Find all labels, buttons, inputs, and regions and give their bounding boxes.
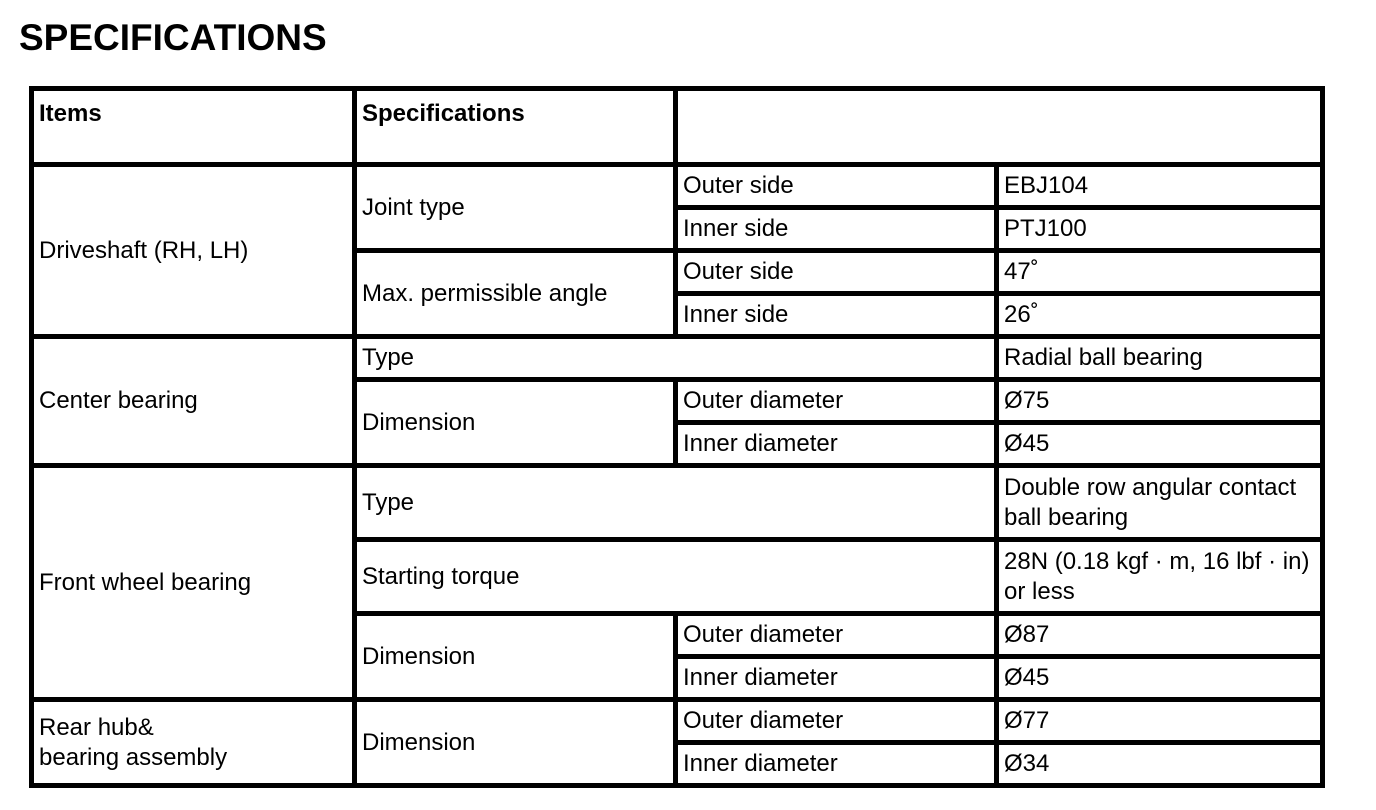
table-row: [32, 337, 1323, 380]
spec-dimension: Dimension: [355, 614, 676, 700]
spec-max-angle: Max. permissible angle: [355, 251, 676, 337]
value-joint-inner: PTJ100: [997, 208, 1323, 251]
table-row: [32, 165, 1323, 208]
value-center-inner: Ø45: [997, 423, 1323, 466]
spec-dimension: Dimension: [355, 700, 676, 786]
item-rear-hub-line2: bearing assembly: [39, 743, 228, 771]
spec-joint-type: Joint type: [355, 165, 676, 251]
header-blank: [676, 89, 1323, 165]
sub-outer-side: Outer side: [676, 251, 997, 294]
header-row: [32, 89, 1323, 165]
header-specifications: Specifications: [355, 89, 676, 165]
table-row: [32, 466, 1323, 540]
value-joint-outer: EBJ104: [997, 165, 1323, 208]
value-starting-torque: 28N (0.18 kgf · m, 16 lbf · in) or less: [997, 540, 1323, 614]
value-center-outer: Ø75: [997, 380, 1323, 423]
sub-outer-diameter: Outer diameter: [676, 614, 997, 657]
sub-inner-diameter: Inner diameter: [676, 657, 997, 700]
value-front-inner: Ø45: [997, 657, 1323, 700]
spec-dimension: Dimension: [355, 380, 676, 466]
value-front-type: Double row angular contact ball bearing: [997, 466, 1323, 540]
value-center-type: Radial ball bearing: [997, 337, 1323, 380]
item-rear-hub-line1: Rear hub&: [39, 713, 154, 741]
specifications-table: [29, 86, 1325, 788]
value-rear-outer: Ø77: [997, 700, 1323, 743]
sub-inner-diameter: Inner diameter: [676, 743, 997, 786]
sub-outer-diameter: Outer diameter: [676, 700, 997, 743]
table-row: [32, 700, 1323, 743]
item-center-bearing: Center bearing: [32, 337, 355, 466]
item-front-wheel-bearing: Front wheel bearing: [32, 466, 355, 700]
value-angle-inner: 26˚: [997, 294, 1323, 337]
item-rear-hub: [32, 700, 355, 786]
item-driveshaft: Driveshaft (RH, LH): [32, 165, 355, 337]
header-items: Items: [32, 89, 355, 165]
value-front-outer: Ø87: [997, 614, 1323, 657]
sub-inner-diameter: Inner diameter: [676, 423, 997, 466]
value-rear-inner: Ø34: [997, 743, 1323, 786]
sub-outer-diameter: Outer diameter: [676, 380, 997, 423]
page-title: SPECIFICATIONS: [19, 17, 327, 58]
sub-inner-side: Inner side: [676, 208, 997, 251]
spec-type: Type: [355, 466, 997, 540]
spec-type: Type: [355, 337, 997, 380]
spec-starting-torque: Starting torque: [355, 540, 997, 614]
value-angle-outer: 47˚: [997, 251, 1323, 294]
sub-inner-side: Inner side: [676, 294, 997, 337]
sub-outer-side: Outer side: [676, 165, 997, 208]
